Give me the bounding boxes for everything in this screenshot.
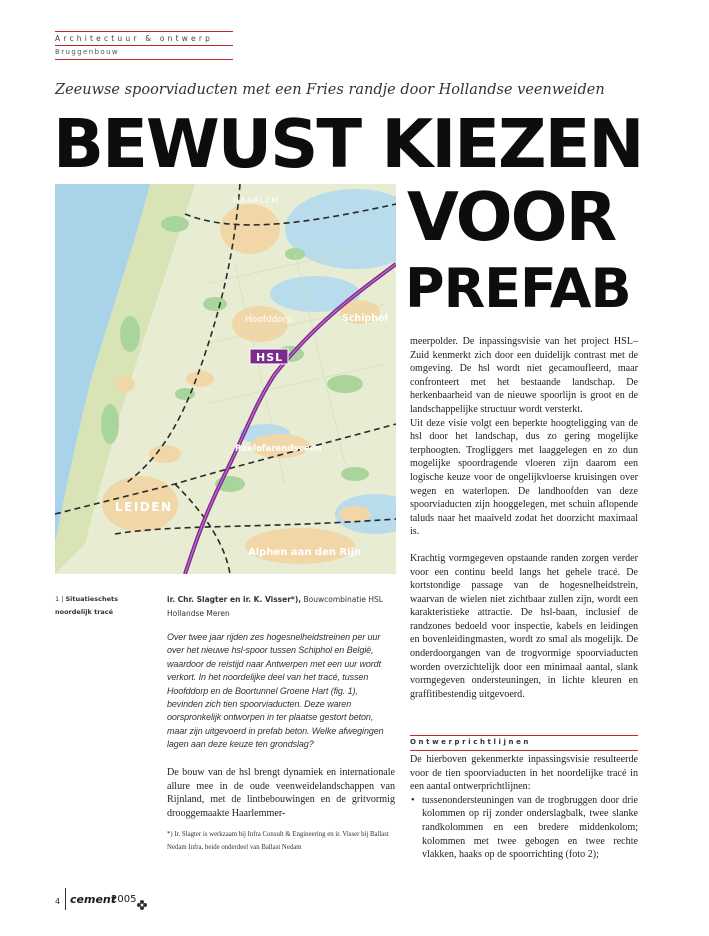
- map-label-hoofddorp: Hoofddorp: [245, 315, 293, 325]
- map-label-schiphol: Schiphol: [342, 313, 388, 324]
- article-tagline: Zeeuwse spoorviaducten met een Fries randje door Hollandse veenweiden: [55, 82, 605, 98]
- caption-number: 1 |: [55, 595, 64, 603]
- page-number: 4: [55, 897, 61, 906]
- footer-divider: [65, 888, 66, 910]
- route-map: [55, 184, 396, 574]
- map-label-alphen: Alphen aan den Rijn: [248, 547, 362, 558]
- guideline-item: • tussenondersteuningen van de trogbruggen door drie kolommen op rij zonder onderslagbalk, twee slanke randkolommen en een bredere middenkolom; kolommen met twee gebogen en twee rechte vlakken, haaks op de spoorrichting (foto 2);: [422, 794, 638, 862]
- figure-caption: [55, 593, 155, 619]
- magazine-year: 2005: [111, 894, 137, 905]
- title-line-3: PREFAB: [405, 257, 631, 320]
- route-map-graphic: [55, 184, 396, 574]
- title-line-2: VOOR: [407, 178, 616, 256]
- magazine-name: cement: [70, 893, 116, 906]
- section-heading: Ontwerprichtlijnen: [410, 738, 532, 746]
- map-label-roelofarendsveen: Roelofarendsveen: [235, 444, 322, 454]
- guideline-list: [410, 794, 638, 862]
- body-text-right-lower: [410, 753, 638, 862]
- paragraph-2: Uit deze visie volgt een beperkte hoogteligging van de hsl door het landschap, dus zo gering mogelijke terphoogten. Trogliggers met laaggelegen en zo dun mogelijke spoordragende vloeren zijn daarom een logische keuze voor de ongelijkvloerse kruisingen over wegen en waterlopen. De landhoofden van deze spoorviaducten zijn hooggelegen, met schuin aflopende taluds naar het maaiveld zodat het doorzicht maximaal is.: [410, 417, 638, 538]
- caption-text: Situatieschets noordelijk tracé: [55, 595, 118, 616]
- author-footnote: *) Ir. Slagter is werkzaam bij Infra Consult & Engineering en ir. Visser bij Ballast Nedam Infra, beide onderdeel van Ballast Nedam: [167, 831, 389, 851]
- paragraph-3: Krachtig vormgegeven opstaande randen zorgen verder voor een continu beeld langs het gehele tracé. De kortstondige passage van de hogesnelheidstrein, waarvan de wielen niet zichtbaar zullen zijn, wordt een karakteristieke attractie. De hsl-baan, inclusief de randzones bedoeld voor inspectie, kabels en leidingen en bovenleidingmasten, wordt zo smal als mogelijk. De onderdoorgangen van de trogvormige spoorviaducten worden overzichtelijk door een minimaal aantal, slank vormgegeven ondersteuningen, in lichte kleuren en graffitibestendig uitgevoerd.: [410, 552, 638, 700]
- subsection-label: Bruggenbouw: [55, 48, 120, 56]
- header-rule-top: [55, 31, 233, 32]
- flower-icon: [137, 895, 147, 905]
- paragraph-1: meerpolder. De inpassingsvisie van het project HSL–Zuid kenmerkt zich door een duidelijk contrast met de omgeving. De hsl wordt niet gecamoufleerd, maar confronteert met het bestaande landschap. De herkenbaarheid van de nieuwe spoorlijn is groot en de landschappelijke structuur wordt versterkt.: [410, 336, 638, 415]
- header-rule-mid: [55, 45, 233, 46]
- map-label-haarlem: HAARLEM: [233, 196, 280, 205]
- map-label-leiden: LEIDEN: [115, 500, 173, 514]
- article-lead: Over twee jaar rijden zes hogesnelheidstreinen per uur over het nieuwe hsl-spoor tussen Schiphol en België, waardoor de reistijd naar Antwerpen met een uur wordt verkort. In het noordelijke deel van het tracé, tussen Hoofddorp en de Boortunnel Groene Hart (fig. 1), bevinden zich tien spoorviaducten. Deze waren oorspronkelijk ontworpen in ter plaatse gestort beton, maar zijn uitgevoerd in prefab beton. Welke afwegingen lagen aan deze keuze ten grondslag?: [167, 632, 384, 750]
- section-kicker: Architectuur & ontwerp: [55, 34, 214, 43]
- body-text-left: De bouw van de hsl brengt dynamiek en internationale allure mee in de oude veenweidelandschappen van Rijnland, met de lintbebouwingen en de gritvormig drooggemaakte Haarlemmer-: [167, 767, 395, 819]
- author-organisation: Bouwcombinatie HSL Hollandse Meren: [167, 595, 383, 618]
- title-line-1: BEWUST KIEZEN: [53, 105, 643, 183]
- author-credit: [167, 593, 395, 620]
- header-rule-bottom: [55, 59, 233, 60]
- paragraph-4: De hierboven gekenmerkte inpassingsvisie resulteerde voor de tien spoorviaducten in het noordelijke tracé in een aantal ontwerprichtlijnen:: [410, 754, 638, 793]
- author-names: ir. Chr. Slagter en ir. K. Visser*),: [167, 595, 302, 604]
- body-text-right: [410, 335, 638, 701]
- section-rule-top: [410, 735, 638, 736]
- section-rule-bottom: [410, 750, 638, 751]
- map-label-hsl: HSL: [256, 351, 284, 364]
